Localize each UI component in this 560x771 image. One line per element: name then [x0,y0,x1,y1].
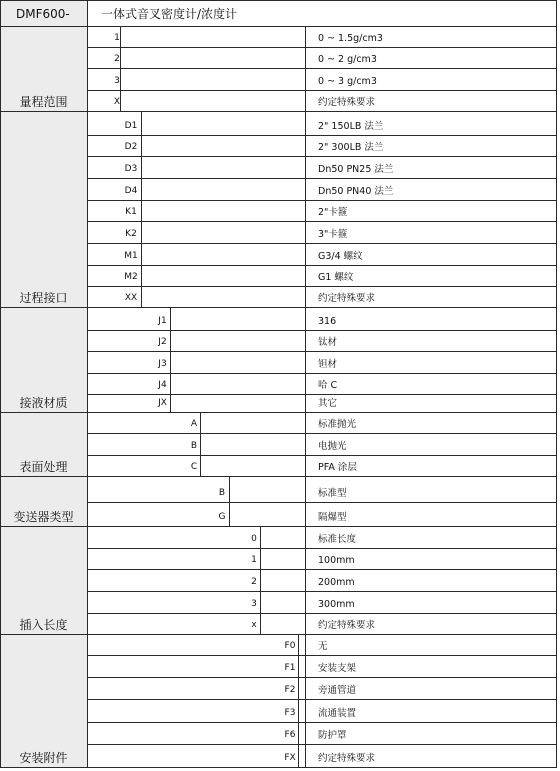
grid-line [87,0,88,768]
option-code: F0 [284,641,296,651]
option-code: JX [158,398,167,408]
option-code: B [190,441,198,451]
grid-line [87,655,557,656]
option-description: 200mm [318,577,355,588]
grid-line [141,111,142,307]
option-description: 约定特殊要求 [318,753,376,764]
grid-line [87,156,557,157]
option-description: 约定特殊要求 [318,97,376,108]
option-description: PFA 涂层 [318,462,357,473]
option-code: D2 [124,142,138,152]
grid-line [305,526,306,634]
grid-line [200,412,201,476]
grid-line [87,591,557,592]
option-code: x [251,620,257,630]
option-description: Dn50 PN25 法兰 [318,164,394,175]
grid-line [0,634,557,635]
grid-line [87,722,557,723]
option-code: M2 [124,272,138,282]
option-code: J4 [158,380,167,390]
grid-line [87,569,557,570]
option-code: F6 [284,730,296,740]
grid-line [556,0,557,768]
option-code: D1 [124,121,138,131]
option-description: G3/4 螺纹 [318,251,363,262]
option-code: 2 [251,577,257,587]
option-code: D4 [124,186,138,196]
option-description: 0 ~ 2 g/cm3 [318,54,377,65]
option-code: J1 [158,316,167,326]
option-code: J2 [158,337,167,347]
option-description: 隔爆型 [318,512,347,523]
group-label: 接液材质 [19,396,68,410]
grid-line [87,330,557,331]
option-description: 300mm [318,599,355,610]
option-code: FX [284,753,296,763]
option-description: 电抛光 [318,441,347,452]
grid-line [87,243,557,244]
option-code: 1 [251,555,257,565]
grid-line [87,135,557,136]
option-description: 约定特殊要求 [318,620,376,631]
grid-line [0,111,557,112]
grid-line [0,476,557,477]
option-code: K1 [125,207,137,217]
option-description: 316 [318,316,337,327]
grid-line [87,433,557,434]
option-code: F3 [284,708,296,718]
option-description: 哈 C [318,380,338,391]
option-code: X [113,97,121,107]
option-code: F1 [284,663,296,673]
option-code: J3 [158,359,167,369]
grid-line [305,476,306,526]
option-code: D3 [124,164,138,174]
option-description: 无 [318,641,328,652]
group-label: 量程范围 [19,95,68,109]
option-code: 3 [114,76,120,86]
product-title: 一体式音叉密度计/浓度计 [101,7,238,21]
group-label-cell [1,112,87,307]
grid-line [0,307,557,308]
grid-line [298,634,299,767]
option-description: 0 ~ 3 g/cm3 [318,76,377,87]
grid-line [87,744,557,745]
option-code: F2 [284,685,296,695]
grid-line [0,767,557,768]
option-description: 2" 150LB 法兰 [318,121,384,132]
grid-line [170,307,171,412]
grid-line [305,412,306,476]
grid-line [87,265,557,266]
group-label: 过程接口 [19,291,68,305]
grid-line [87,613,557,614]
group-label: 插入长度 [19,618,68,632]
grid-line [87,200,557,201]
model-code: DMF600- [16,7,70,21]
option-code: 0 [251,534,257,544]
option-description: 2"卡箍 [318,207,348,218]
option-description: 钛材 [318,337,338,348]
option-code: 1 [114,33,120,43]
grid-line [87,47,557,48]
option-code: 2 [114,54,120,64]
option-description: Dn50 PN40 法兰 [318,186,394,197]
option-description: 流通装置 [318,708,357,719]
grid-line [0,0,557,1]
group-label: 安装附件 [19,751,68,765]
option-description: 3"卡箍 [318,229,348,240]
grid-line [87,221,557,222]
option-description: G1 螺纹 [318,272,354,283]
grid-line [260,526,261,634]
option-code: 3 [251,599,257,609]
grid-line [87,178,557,179]
grid-line [0,26,557,27]
grid-line [87,502,557,503]
grid-line [229,476,230,526]
option-description: 2" 300LB 法兰 [318,142,384,153]
option-code: B [218,488,226,498]
option-code: K2 [125,229,137,239]
grid-line [305,307,306,412]
group-label-cell [1,635,87,767]
option-description: 100mm [318,555,355,566]
option-description: 旁通管道 [318,685,357,696]
option-description: 标准抛光 [318,419,357,430]
group-label: 表面处理 [19,460,68,474]
grid-line [87,90,557,91]
option-code: G [218,512,226,522]
option-code: M1 [124,251,138,261]
option-description: 标准型 [318,488,347,499]
grid-line [305,634,306,767]
option-description: 其它 [318,398,338,409]
option-description: 标准长度 [318,534,357,545]
option-code: C [190,462,198,472]
grid-line [87,677,557,678]
option-code: A [190,419,198,429]
option-description: 约定特殊要求 [318,293,376,304]
grid-line [87,455,557,456]
option-description: 安装支架 [318,663,357,674]
option-description: 防护罩 [318,730,347,741]
option-description: 钽材 [318,359,338,370]
grid-line [87,68,557,69]
grid-line [0,526,557,527]
grid-line [305,111,306,307]
grid-line [87,286,557,287]
grid-line [87,373,557,374]
grid-line [87,548,557,549]
option-description: 0 ~ 1.5g/cm3 [318,33,383,44]
grid-line [87,394,557,395]
grid-line [0,412,557,413]
grid-line [87,699,557,700]
grid-line [87,351,557,352]
option-code: XX [124,293,138,303]
group-label: 变送器类型 [13,510,74,524]
grid-line [0,0,1,768]
